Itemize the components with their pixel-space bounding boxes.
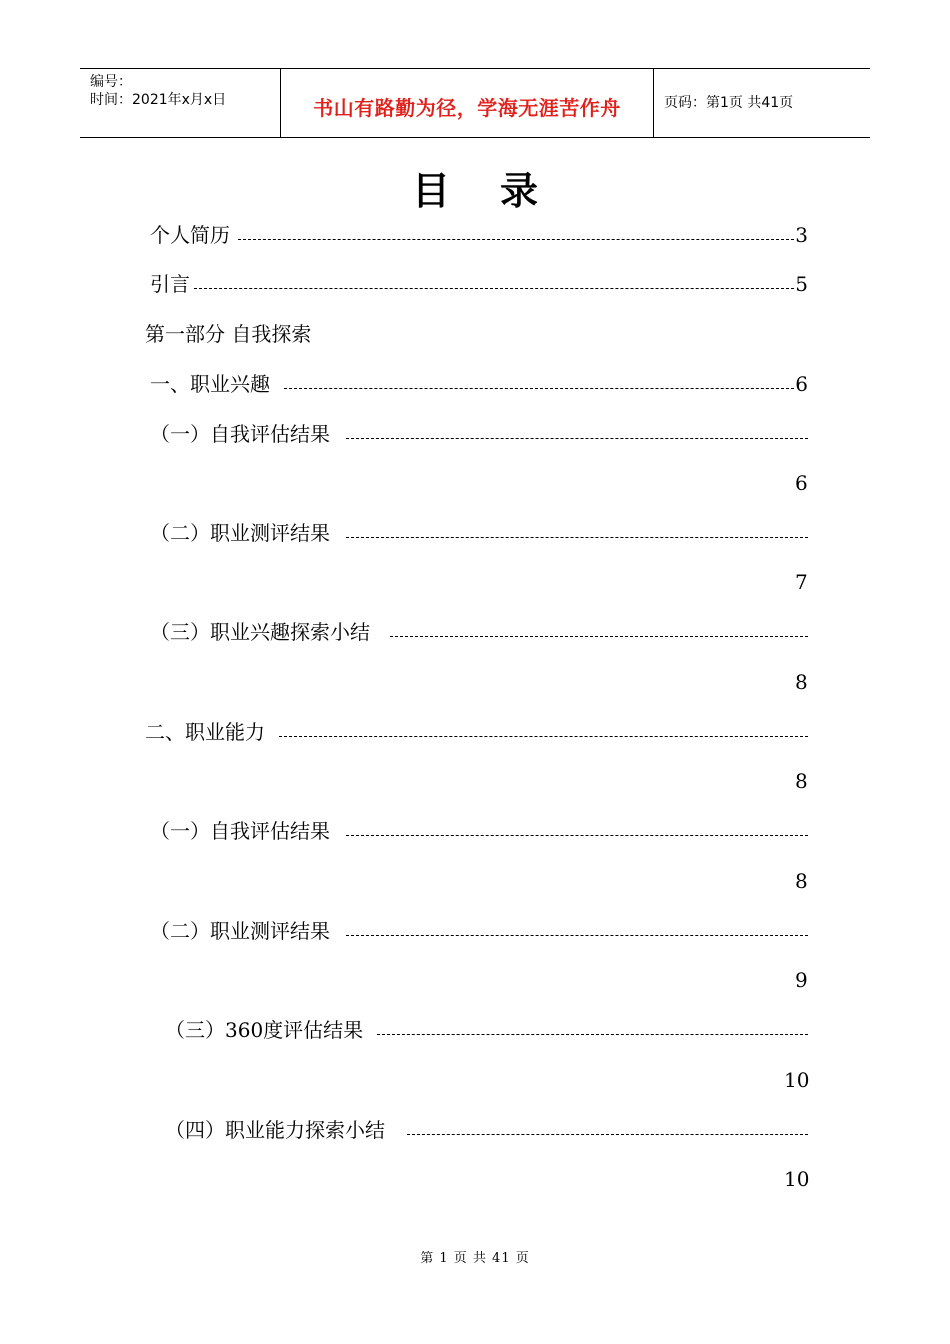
toc-entry[interactable] [165, 1117, 808, 1143]
toc-entry[interactable] [150, 371, 808, 397]
leader-dots [346, 438, 808, 439]
toc-entry-label: 一、职业兴趣 [150, 372, 270, 396]
toc-entry-label: （二）职业测评结果 [150, 919, 330, 943]
toc-entry-page[interactable]: 8 [795, 869, 808, 893]
page-header [80, 68, 870, 138]
leader-dots [407, 1134, 808, 1135]
page-info: 页码：第1页 共41页 [664, 95, 794, 111]
toc-entry[interactable] [150, 619, 808, 645]
leader-dots [390, 636, 808, 637]
toc-entry-label: （二）职业测评结果 [150, 521, 330, 545]
toc-entry-label: （三）360度评估结果 [165, 1018, 364, 1042]
toc-entry-label: 个人简历 [150, 223, 230, 247]
toc-entry-label: （四）职业能力探索小结 [165, 1118, 385, 1142]
page-footer: 第 1 页 共 41 页 [420, 1251, 530, 1266]
toc-entry-label: （一）自我评估结果 [150, 422, 330, 446]
toc-entry[interactable] [150, 818, 808, 844]
toc-entry-page: 3 [795, 223, 808, 247]
toc-entry-page: 5 [795, 272, 808, 296]
toc-entry[interactable] [165, 1017, 808, 1043]
header-motto-cell [281, 69, 654, 137]
leader-dots [346, 935, 808, 936]
toc-entry-label: 引言 [150, 272, 190, 296]
leader-dots [238, 239, 794, 240]
toc-entry[interactable] [150, 421, 808, 447]
toc-entry[interactable] [150, 918, 808, 944]
page-title: 目录 [411, 169, 588, 213]
leader-dots [346, 537, 808, 538]
header-info-cell [80, 69, 281, 137]
toc-entry-page[interactable]: 10 [784, 1167, 810, 1191]
toc-entry[interactable] [150, 222, 808, 248]
toc-entry-page[interactable]: 10 [784, 1068, 810, 1092]
toc-entry-page: 6 [795, 372, 808, 396]
toc-entry-label: （一）自我评估结果 [150, 819, 330, 843]
leader-dots [279, 736, 808, 737]
leader-dots [284, 388, 794, 389]
section-heading: 第一部分 自我探索 [145, 322, 312, 346]
toc-entry-page[interactable]: 8 [795, 670, 808, 694]
motto: 书山有路勤为径，学海无涯苦作舟 [313, 96, 621, 120]
leader-dots [346, 835, 808, 836]
toc-entry-page[interactable]: 7 [795, 570, 808, 594]
leader-dots [377, 1034, 808, 1035]
toc-entry-page[interactable]: 6 [795, 471, 808, 495]
time-label: 时间：2021年x月x日 [90, 92, 227, 108]
header-page-cell [654, 69, 870, 137]
leader-dots [194, 288, 794, 289]
number-label: 编号： [90, 74, 132, 90]
toc-entry-label: （三）职业兴趣探索小结 [150, 620, 370, 644]
toc-entry-label: 二、职业能力 [145, 720, 265, 744]
toc-entry[interactable] [150, 520, 808, 546]
toc-entry[interactable] [150, 271, 808, 297]
toc-entry[interactable] [145, 719, 808, 745]
toc-entry-page[interactable]: 8 [795, 769, 808, 793]
toc-entry-page[interactable]: 9 [795, 968, 808, 992]
